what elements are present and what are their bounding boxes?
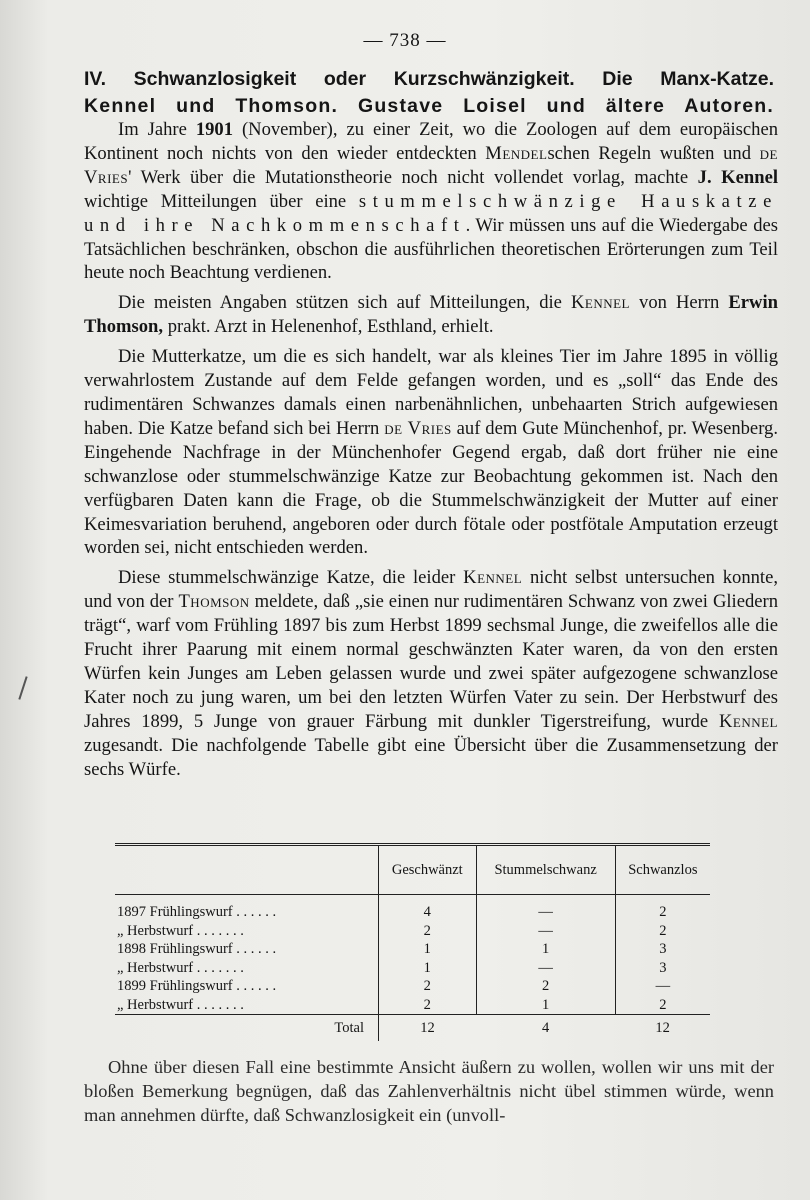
cell-geschwaenzt: 1 <box>379 940 477 959</box>
cell-stummelschwanz: — <box>476 959 615 978</box>
text: auf dem Gute Münchenhof, pr. Wesenberg. Eingehende Nachfrage in der Münchenhofer Gegend ergab, daß dort früher nie eine schwanzlose oder stummelschwänzige Katze zur Beobachtung gekommen ist. Nach den verfügbaren Daten kann die Frage, ob die Stummelschwänzigkeit der Mutter auf einer Keimesvariation beruhend, angeboren oder durch fötale oder postfötale Amputation erzeugt worden sei, nicht entschieden werden. <box>84 417 778 559</box>
total-schwanzlos: 12 <box>615 1015 710 1042</box>
person-de-vries: de Vries <box>384 417 452 439</box>
paragraph-1 <box>84 118 778 285</box>
cell-stummelschwanz: 1 <box>476 996 615 1015</box>
cell-stummelschwanz: — <box>476 922 615 941</box>
text: Die meisten Angaben stützen sich auf Mitteilungen, die <box>118 292 571 314</box>
text: Im Jahre <box>118 119 196 140</box>
text: Die Mutterkatze, um die es sich handelt, war als kleines Tier im Jahre 1895 in völlig verwahrlostem Zustande auf dem Felde gefangen worden, und es „soll“ das Ende des rudimentären Schwanzes damals einen narbenähnlichen, unbehaarten Strich aufgewiesen haben. Die Katze befand sich bei Herrn <box>84 346 778 439</box>
cell-geschwaenzt: 2 <box>379 977 477 996</box>
text: zugesandt. Die nachfolgende Tabelle gibt eine Übersicht über die Zusammensetzung der sechs Würfe. <box>84 734 778 780</box>
paragraph-5: Ohne über diesen Fall eine bestimmte Ansicht äußern zu wollen, wollen wir uns mit der bloßen Bemerkung begnügen, daß das Zahlenverhältnis nicht übel stimmen würde, wenn man annehmen dürfte, daß Schwanzlosigkeit ein (unvoll- <box>84 1057 774 1125</box>
total-stummelschwanz: 4 <box>476 1015 615 1042</box>
row-label: „ Herbstwurf . . . . . . . <box>117 959 244 976</box>
margin-pencil-mark <box>18 676 27 699</box>
table-header-row <box>115 845 710 895</box>
text: prakt. Arzt in Helenenhof, Esthland, erhielt. <box>163 316 494 338</box>
litters-table <box>115 843 710 1041</box>
text: meldete, daß „sie einen nur rudimentären Schwanz von zwei Gliedern trägt“, warf vom Frühling 1897 bis zum Herbst 1899 sechsmal Junge, die zweifellos alle die Frucht ihrer Paarung mit einem normal geschwänzten Kater waren, da von den ersten Würfen kein Junges am Leben gelassen wurde und zwei später aufgezogene schwanzlose Kater noch zu jung waren, um bei den letzten Würfen Vater zu sein. Der Herbstwurf des Jahres 1899, 5 Junge von grauer Färbung mit dunkler Tigerstreifung, wurde <box>84 591 778 732</box>
table-row <box>115 895 710 922</box>
text: . Wir müssen uns auf die Wiedergabe des Tatsächlichen beschränken, obschon die ausführlichen theoretischen Erörterungen zum Teil heute noch Beachtung verdienen. <box>84 214 778 284</box>
table-row <box>115 996 710 1015</box>
cell-schwanzlos: 3 <box>615 940 710 959</box>
author-kennel: Kennel <box>718 710 778 732</box>
table-row <box>115 977 710 996</box>
text: (November), zu einer Zeit, wo die Zoologen auf dem europäischen Kontinent noch nichts von den wieder entdeckten <box>84 119 778 164</box>
closing-paragraph <box>84 1055 774 1127</box>
cell-stummelschwanz: — <box>476 895 615 922</box>
page-number: — 738 — <box>363 30 447 51</box>
spaced-title: stummelschwänzige Hauskatze und ihre Nachkommenschaft <box>84 190 778 236</box>
cell-schwanzlos: — <box>615 977 710 996</box>
body-text <box>84 118 778 783</box>
cell-stummelschwanz: 2 <box>476 977 615 996</box>
row-label: „ Herbstwurf . . . . . . . <box>117 922 244 939</box>
year-1901: 1901 <box>195 119 233 140</box>
author-mendel: Mendel <box>485 142 548 164</box>
text: nicht selbst untersuchen konnte, und von der <box>84 567 779 613</box>
header-schwanzlos: Schwanzlos <box>615 845 710 895</box>
text: von Herrn <box>630 292 729 314</box>
author-kennel: J. Kennel <box>697 166 778 188</box>
table-total-row <box>115 1015 710 1042</box>
row-label: 1897 Frühlingswurf . . . . . . <box>117 904 277 920</box>
total-label: Total <box>115 1015 379 1042</box>
table-row <box>115 959 710 978</box>
table-row <box>115 940 710 959</box>
text: wichtige Mitteilungen über eine <box>84 190 359 212</box>
heading-line-2: Kennel und Thomson. Gustave Loisel und ältere Autoren. <box>84 95 774 117</box>
paragraph-2 <box>84 291 778 339</box>
cell-geschwaenzt: 2 <box>379 996 477 1015</box>
cell-schwanzlos: 2 <box>615 895 710 922</box>
paragraph-4 <box>84 566 778 781</box>
cell-geschwaenzt: 1 <box>379 959 477 978</box>
text: schen Regeln wußten und <box>547 142 760 164</box>
total-geschwaenzt: 12 <box>379 1015 477 1042</box>
header-geschwaenzt: Geschwänzt <box>379 845 477 895</box>
cell-stummelschwanz: 1 <box>476 940 615 959</box>
table-header-empty <box>115 845 379 895</box>
cell-schwanzlos: 2 <box>615 922 710 941</box>
heading-line-1: IV. Schwanzlosigkeit oder Kurzschwänzigkeit. Die Manx-Katze. <box>84 68 774 90</box>
paragraph-3 <box>84 345 778 560</box>
row-label: „ Herbstwurf . . . . . . . <box>117 996 244 1013</box>
author-kennel: Kennel <box>570 292 630 314</box>
cell-schwanzlos: 3 <box>615 959 710 978</box>
table-row <box>115 922 710 941</box>
section-heading <box>84 66 774 120</box>
row-label: 1898 Frühlingswurf . . . . . . <box>117 941 277 957</box>
author-de-vries: de Vries <box>84 142 778 188</box>
header-stummelschwanz: Stummelschwanz <box>476 845 615 895</box>
person-thomson: Erwin Thomson, <box>84 292 778 338</box>
cell-geschwaenzt: 2 <box>379 922 477 941</box>
author-kennel: Kennel <box>463 567 523 589</box>
row-label: 1899 Frühlingswurf . . . . . . <box>117 978 277 994</box>
cell-geschwaenzt: 4 <box>379 895 477 922</box>
text: Diese stummelschwänzige Katze, die leider <box>118 567 464 589</box>
cell-schwanzlos: 2 <box>615 996 710 1015</box>
text: ' Werk über die Mutationstheorie noch nicht vollendet vorlag, machte <box>128 166 698 188</box>
person-thomson: Thomson <box>178 591 250 613</box>
